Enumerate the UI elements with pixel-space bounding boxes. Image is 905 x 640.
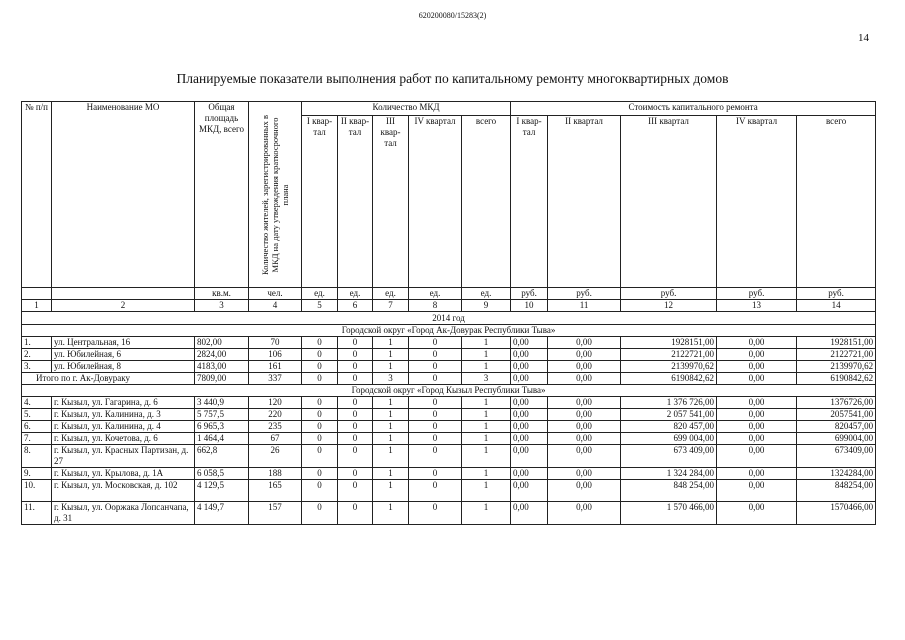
value-total: 1 [462,480,511,502]
unit-cell: ед. [338,288,373,300]
value-q4: 0 [409,397,462,409]
residents-count: 26 [249,445,302,468]
table-row [22,445,876,468]
total-c1: 0,00 [511,373,548,385]
section-header-row [22,385,876,397]
value-q2: 0 [338,480,373,502]
unit-cell [52,288,195,300]
value-c3: 2139970,62 [621,361,717,373]
value-q2: 0 [338,433,373,445]
row-number: 10. [22,480,52,502]
column-number-cell: 10 [511,300,548,312]
value-q2: 0 [338,349,373,361]
value-q3: 1 [373,349,409,361]
header-cost-q2: II квартал [548,116,621,288]
column-number-cell: 13 [717,300,797,312]
value-q4: 0 [409,480,462,502]
building-address: г. Кызыл, ул. Кочетова, д. 6 [52,433,195,445]
value-c2: 0,00 [548,337,621,349]
value-c3: 1 376 726,00 [621,397,717,409]
value-ctotal: 1376726,00 [797,397,876,409]
value-q3: 1 [373,502,409,525]
value-c1: 0,00 [511,421,548,433]
value-q3: 1 [373,361,409,373]
building-address: г. Кызыл, ул. Калинина, д. 4 [52,421,195,433]
value-q4: 0 [409,445,462,468]
value-q2: 0 [338,397,373,409]
table-row [22,421,876,433]
value-q2: 0 [338,361,373,373]
value-c4: 0,00 [717,502,797,525]
value-q2: 0 [338,337,373,349]
value-c2: 0,00 [548,502,621,525]
header-cost-q3: III квартал [621,116,717,288]
value-total: 1 [462,337,511,349]
unit-cell: руб. [717,288,797,300]
value-q2: 0 [338,409,373,421]
table-row [22,502,876,525]
total-q4: 0 [409,373,462,385]
unit-cell: руб. [511,288,548,300]
value-ctotal: 820457,00 [797,421,876,433]
units-row [22,288,876,300]
section-header-row [22,325,876,337]
value-ctotal: 673409,00 [797,445,876,468]
total-area: 5 757,5 [195,409,249,421]
value-c2: 0,00 [548,445,621,468]
value-total: 1 [462,421,511,433]
page-number: 14 [858,32,869,44]
residents-count: 165 [249,480,302,502]
value-q3: 1 [373,397,409,409]
value-q1: 0 [302,480,338,502]
unit-cell [22,288,52,300]
value-q4: 0 [409,433,462,445]
table-row [22,349,876,361]
unit-cell: руб. [548,288,621,300]
value-c4: 0,00 [717,397,797,409]
value-ctotal: 2139970,62 [797,361,876,373]
total-q3: 3 [373,373,409,385]
value-c4: 0,00 [717,361,797,373]
column-number-cell: 5 [302,300,338,312]
table-row [22,480,876,502]
value-q2: 0 [338,445,373,468]
building-address: ул. Центральная, 16 [52,337,195,349]
total-area: 2824,00 [195,349,249,361]
value-c1: 0,00 [511,480,548,502]
value-q3: 1 [373,421,409,433]
column-number-cell: 11 [548,300,621,312]
value-c4: 0,00 [717,409,797,421]
residents-count: 220 [249,409,302,421]
column-number-cell: 6 [338,300,373,312]
unit-cell: ед. [373,288,409,300]
value-q4: 0 [409,421,462,433]
document-number: 620200080/15283(2) [418,11,487,20]
value-total: 1 [462,468,511,480]
value-ctotal: 1928151,00 [797,337,876,349]
table-row [22,468,876,480]
building-address: г. Кызыл, ул. Красных Партизан, д. 27 [52,445,195,468]
row-number: 1. [22,337,52,349]
total-area: 6 965,3 [195,421,249,433]
column-number-cell: 14 [797,300,876,312]
value-q1: 0 [302,421,338,433]
header-area: Общая площадь МКД, всего [195,102,249,288]
value-c4: 0,00 [717,349,797,361]
residents-count: 188 [249,468,302,480]
building-address: г. Кызыл, ул. Московская, д. 102 [52,480,195,502]
header-cost-group: Стоимость капитального ремонта [511,102,876,116]
row-number: 6. [22,421,52,433]
total-area: 7809,00 [195,373,249,385]
building-address: ул. Юбилейная, 8 [52,361,195,373]
value-c2: 0,00 [548,468,621,480]
residents-count: 235 [249,421,302,433]
unit-cell: руб. [797,288,876,300]
unit-cell: руб. [621,288,717,300]
table-row [22,397,876,409]
value-ctotal: 1324284,00 [797,468,876,480]
value-c4: 0,00 [717,480,797,502]
unit-cell: чел. [249,288,302,300]
column-number-cell: 9 [462,300,511,312]
column-number-cell: 2 [52,300,195,312]
value-c3: 820 457,00 [621,421,717,433]
row-number: 4. [22,397,52,409]
header-num: № п/п [22,102,52,288]
residents-count: 106 [249,349,302,361]
total-area: 4 149,7 [195,502,249,525]
capital-repair-table [21,101,876,525]
value-c3: 673 409,00 [621,445,717,468]
value-q1: 0 [302,468,338,480]
value-total: 1 [462,361,511,373]
residents-count: 70 [249,337,302,349]
total-c2: 0,00 [548,373,621,385]
row-number: 7. [22,433,52,445]
header-count-group: Количество МКД [302,102,511,116]
value-q1: 0 [302,502,338,525]
value-q4: 0 [409,361,462,373]
value-q4: 0 [409,337,462,349]
header-residents [249,102,302,288]
total-q2: 0 [338,373,373,385]
value-c1: 0,00 [511,433,548,445]
total-total: 3 [462,373,511,385]
row-number: 11. [22,502,52,525]
value-q2: 0 [338,421,373,433]
total-area: 1 464,4 [195,433,249,445]
table-row [22,361,876,373]
value-q3: 1 [373,409,409,421]
value-q3: 1 [373,433,409,445]
column-number-cell: 3 [195,300,249,312]
value-q1: 0 [302,433,338,445]
building-address: ул. Юбилейная, 6 [52,349,195,361]
header-residents-label: Количество жителей, зарегистрированных в МКД на дату утверждения краткосрочного плана [260,114,290,275]
value-q1: 0 [302,409,338,421]
value-q4: 0 [409,468,462,480]
value-c4: 0,00 [717,445,797,468]
unit-cell: ед. [462,288,511,300]
header-count-q2: II квар-тал [338,116,373,288]
total-area: 6 058,5 [195,468,249,480]
value-q3: 1 [373,337,409,349]
value-q1: 0 [302,397,338,409]
value-c2: 0,00 [548,480,621,502]
residents-count: 157 [249,502,302,525]
value-c3: 1928151,00 [621,337,717,349]
value-c4: 0,00 [717,421,797,433]
value-q1: 0 [302,445,338,468]
residents-count: 161 [249,361,302,373]
row-number: 3. [22,361,52,373]
table-row [22,337,876,349]
value-c3: 699 004,00 [621,433,717,445]
section-total-row [22,373,876,385]
building-address: г. Кызыл, ул. Ооржака Лопсанчапа, д. 31 [52,502,195,525]
unit-cell: кв.м. [195,288,249,300]
total-c4: 0,00 [717,373,797,385]
header-name: Наименование МО [52,102,195,288]
value-c1: 0,00 [511,409,548,421]
value-c4: 0,00 [717,468,797,480]
unit-cell: ед. [302,288,338,300]
value-c4: 0,00 [717,433,797,445]
value-total: 1 [462,445,511,468]
value-q3: 1 [373,468,409,480]
total-area: 662,8 [195,445,249,468]
section-title: Городской округ «Город Кызыл Республики Тыва» [22,385,876,397]
value-c2: 0,00 [548,421,621,433]
year-label: 2014 год [22,312,876,325]
table-row [22,433,876,445]
value-total: 1 [462,397,511,409]
value-q1: 0 [302,337,338,349]
column-number-cell: 1 [22,300,52,312]
total-residents: 337 [249,373,302,385]
total-label: Итого по г. Ак-Довураку [22,373,195,385]
value-q1: 0 [302,349,338,361]
value-c1: 0,00 [511,502,548,525]
value-c2: 0,00 [548,397,621,409]
column-number-cell: 4 [249,300,302,312]
value-c1: 0,00 [511,337,548,349]
column-number-cell: 12 [621,300,717,312]
value-c2: 0,00 [548,361,621,373]
building-address: г. Кызыл, ул. Крылова, д. 1А [52,468,195,480]
header-count-q1: I квар-тал [302,116,338,288]
total-area: 3 440,9 [195,397,249,409]
header-cost-total: всего [797,116,876,288]
column-number-cell: 8 [409,300,462,312]
value-q2: 0 [338,502,373,525]
building-address: г. Кызыл, ул. Калинина, д. 3 [52,409,195,421]
value-q4: 0 [409,409,462,421]
column-number-cell: 7 [373,300,409,312]
value-q3: 1 [373,445,409,468]
header-count-q3: III квар-тал [373,116,409,288]
residents-count: 67 [249,433,302,445]
building-address: г. Кызыл, ул. Гагарина, д. 6 [52,397,195,409]
value-ctotal: 848254,00 [797,480,876,502]
value-total: 1 [462,502,511,525]
value-c3: 1 324 284,00 [621,468,717,480]
total-ctotal: 6190842,62 [797,373,876,385]
column-numbers-row [22,300,876,312]
total-c3: 6190842,62 [621,373,717,385]
value-q4: 0 [409,349,462,361]
value-c3: 2 057 541,00 [621,409,717,421]
row-number: 8. [22,445,52,468]
value-c3: 848 254,00 [621,480,717,502]
header-count-total: всего [462,116,511,288]
value-q2: 0 [338,468,373,480]
value-c4: 0,00 [717,337,797,349]
value-ctotal: 2057541,00 [797,409,876,421]
total-q1: 0 [302,373,338,385]
value-c2: 0,00 [548,349,621,361]
value-ctotal: 2122721,00 [797,349,876,361]
value-c1: 0,00 [511,397,548,409]
row-number: 2. [22,349,52,361]
value-total: 1 [462,409,511,421]
value-c2: 0,00 [548,409,621,421]
value-total: 1 [462,433,511,445]
value-c2: 0,00 [548,433,621,445]
unit-cell: ед. [409,288,462,300]
value-q1: 0 [302,361,338,373]
value-ctotal: 699004,00 [797,433,876,445]
residents-count: 120 [249,397,302,409]
header-cost-q1: I квар-тал [511,116,548,288]
total-area: 4 129,5 [195,480,249,502]
value-q3: 1 [373,480,409,502]
value-c3: 2122721,00 [621,349,717,361]
table-row [22,409,876,421]
total-area: 802,00 [195,337,249,349]
header-count-q4: IV квартал [409,116,462,288]
section-title: Городской округ «Город Ак-Довурак Республики Тыва» [22,325,876,337]
page-title: Планируемые показатели выполнения работ по капитальному ремонту многоквартирных домов [176,71,729,86]
value-ctotal: 1570466,00 [797,502,876,525]
value-c1: 0,00 [511,349,548,361]
value-c1: 0,00 [511,468,548,480]
value-q4: 0 [409,502,462,525]
value-c1: 0,00 [511,361,548,373]
value-c3: 1 570 466,00 [621,502,717,525]
header-cost-q4: IV квартал [717,116,797,288]
total-area: 4183,00 [195,361,249,373]
value-total: 1 [462,349,511,361]
value-c1: 0,00 [511,445,548,468]
row-number: 9. [22,468,52,480]
row-number: 5. [22,409,52,421]
